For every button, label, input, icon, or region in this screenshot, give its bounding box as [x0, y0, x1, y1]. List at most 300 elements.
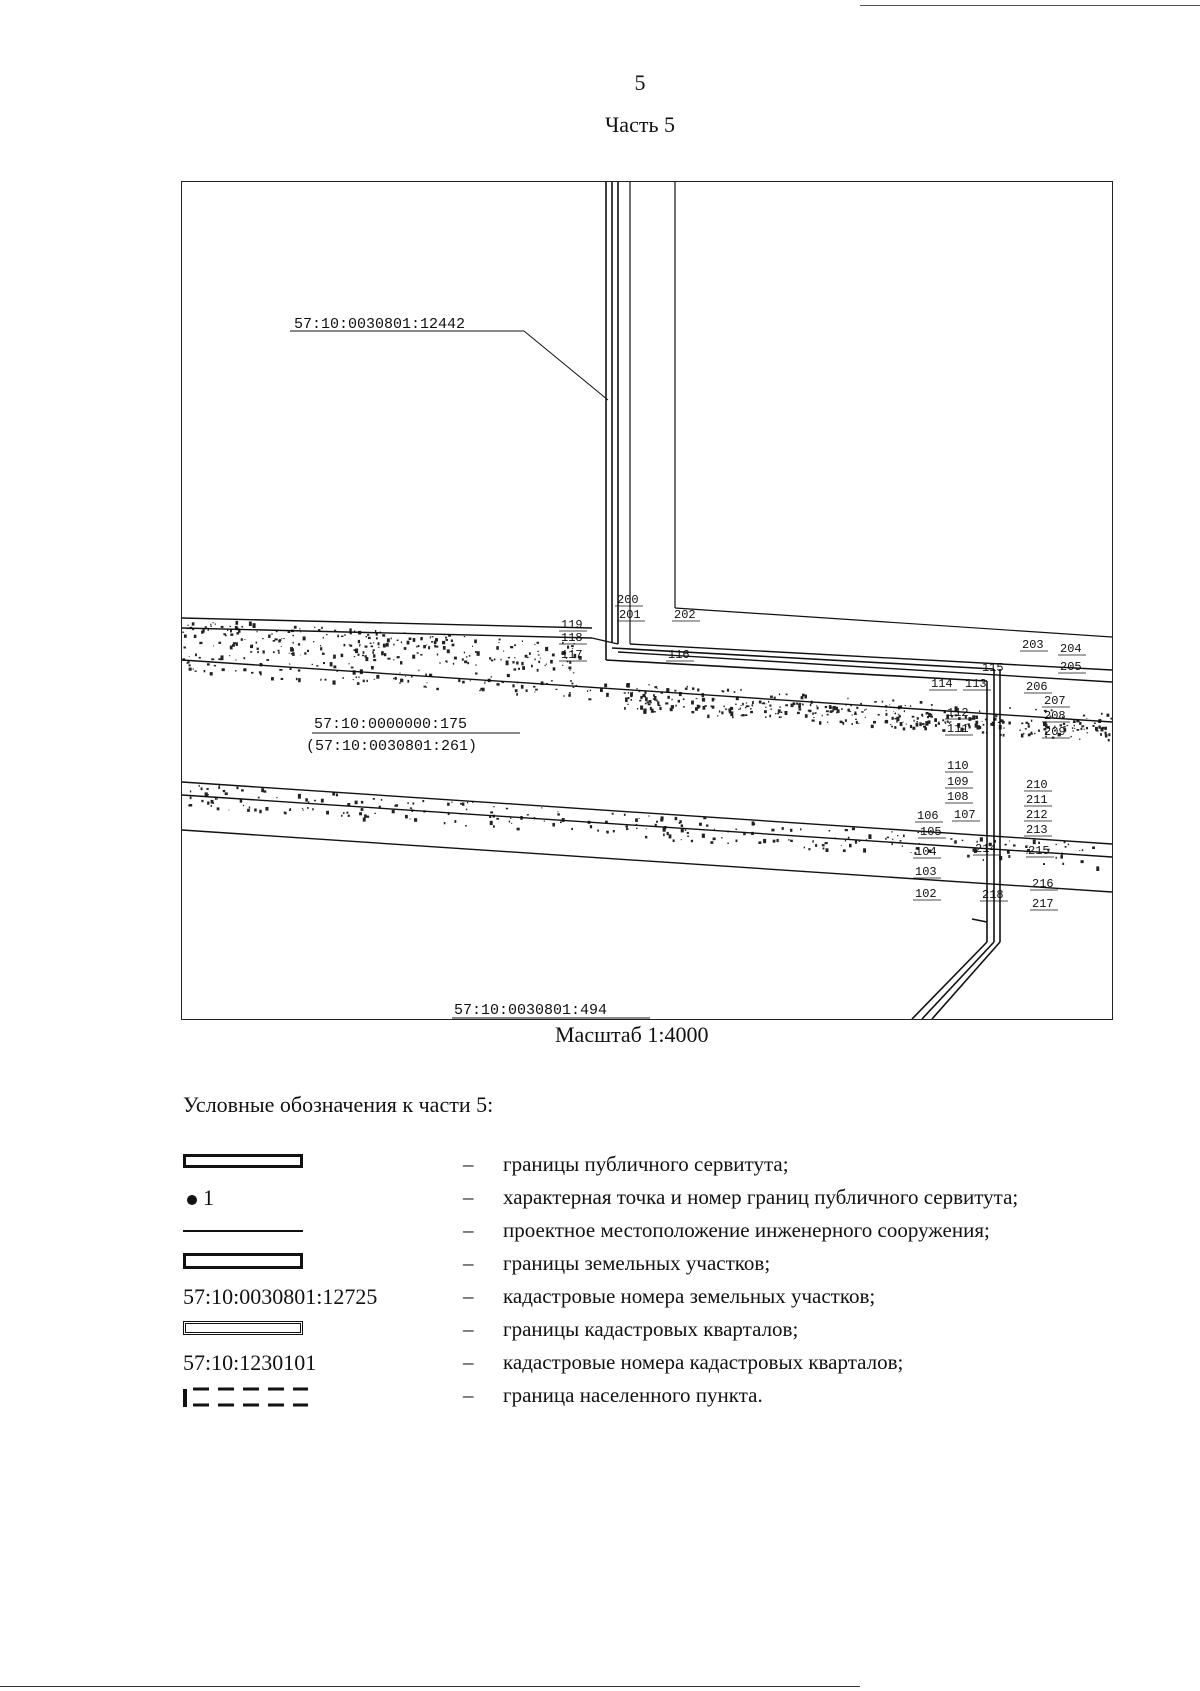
speckle: [871, 725, 874, 728]
speckle: [303, 637, 306, 641]
speckle: [895, 718, 897, 720]
speckle: [640, 696, 642, 699]
speckle: [447, 649, 450, 653]
speckle: [521, 685, 524, 689]
speckle: [420, 637, 423, 640]
speckle: [454, 820, 456, 823]
speckle: [764, 710, 767, 713]
speckle: [885, 715, 887, 716]
speckle: [1086, 718, 1087, 719]
speckle: [1084, 729, 1085, 730]
speckle: [804, 847, 805, 849]
speckle: [785, 711, 788, 715]
speckle: [891, 726, 893, 728]
speckle: [727, 843, 728, 845]
speckle: [722, 690, 724, 692]
speckle: [934, 718, 937, 722]
speckle: [378, 642, 380, 645]
speckle: [822, 715, 823, 717]
speckle: [1082, 849, 1083, 851]
speckle: [443, 646, 446, 650]
speckle: [500, 659, 501, 661]
speckle: [407, 680, 409, 683]
point-label: 116: [668, 648, 690, 662]
speckle: [590, 690, 591, 692]
speckle: [496, 818, 499, 820]
legend-text: характерная точка и номер границ публичного сервитута;: [503, 1185, 1019, 1209]
speckle: [742, 714, 745, 716]
speckle: [812, 841, 813, 843]
speckle: [446, 639, 449, 641]
speckle: [854, 713, 857, 715]
speckle: [371, 646, 374, 648]
speckle: [639, 700, 641, 702]
speckle: [982, 731, 984, 733]
speckle: [407, 641, 410, 645]
speckle: [750, 711, 753, 713]
speckle: [768, 701, 769, 703]
speckle: [1100, 733, 1102, 736]
speckle: [512, 684, 514, 687]
speckle: [1035, 709, 1037, 710]
speckle: [679, 700, 680, 701]
speckle: [1009, 707, 1011, 709]
speckle: [538, 661, 540, 663]
speckle: [259, 671, 262, 673]
speckle: [725, 709, 727, 710]
speckle: [1067, 725, 1069, 726]
speckle: [249, 622, 252, 627]
speckle: [373, 642, 374, 643]
speckle: [416, 646, 417, 648]
speckle: [399, 673, 400, 674]
speckle: [469, 655, 471, 657]
speckle: [428, 646, 430, 649]
point-label: 214: [975, 842, 997, 856]
speckle: [249, 807, 250, 809]
speckle: [213, 646, 214, 647]
speckle: [256, 642, 258, 644]
speckle: [1077, 729, 1080, 731]
speckle: [218, 786, 220, 789]
speckle: [373, 798, 375, 800]
speckle: [298, 678, 301, 682]
speckle: [201, 800, 203, 802]
speckle: [1081, 860, 1084, 863]
speckle: [445, 637, 447, 639]
legend-text: границы публичного сервитута;: [503, 1152, 789, 1176]
speckle: [626, 828, 628, 830]
speckle: [426, 645, 427, 646]
speckle: [347, 812, 349, 814]
speckle: [976, 716, 979, 720]
point-label: 208: [1044, 709, 1066, 723]
speckle: [333, 680, 336, 684]
speckle: [529, 652, 531, 655]
speckle: [490, 811, 493, 813]
speckle: [494, 658, 495, 660]
speckle: [337, 635, 339, 638]
speckle: [848, 837, 850, 839]
speckle: [687, 836, 689, 837]
legend-dash: –: [463, 1383, 474, 1407]
speckle: [221, 655, 224, 660]
speckle: [745, 707, 747, 708]
speckle: [349, 644, 351, 645]
speckle: [343, 812, 344, 814]
speckle: [758, 841, 761, 844]
speckle: [540, 658, 541, 659]
speckle: [271, 677, 274, 680]
speckle: [211, 658, 214, 660]
speckle: [900, 725, 902, 726]
speckle: [636, 828, 637, 830]
speckle: [341, 815, 342, 817]
speckle: [669, 834, 672, 838]
legend-text: проектное местоположение инженерного сооружения;: [503, 1218, 990, 1242]
speckle: [255, 809, 256, 810]
speckle: [765, 707, 767, 708]
speckle: [1096, 866, 1099, 871]
speckle: [730, 711, 733, 716]
speckle: [702, 698, 705, 702]
speckle: [752, 704, 754, 706]
speckle: [358, 654, 360, 656]
speckle: [825, 842, 828, 844]
speckle: [496, 646, 499, 650]
speckle: [769, 715, 771, 718]
speckle: [1098, 726, 1100, 729]
speckle: [1102, 727, 1105, 729]
speckle: [691, 701, 694, 705]
speckle: [753, 701, 754, 702]
speckle: [271, 633, 272, 634]
speckle: [490, 821, 493, 825]
speckle: [903, 835, 905, 838]
speckle: [856, 707, 858, 709]
speckle: [229, 626, 231, 627]
speckle: [307, 807, 309, 809]
speckle: [313, 641, 314, 642]
speckle: [680, 820, 682, 823]
speckle: [527, 814, 529, 815]
speckle: [895, 713, 896, 715]
speckle: [738, 709, 739, 710]
speckle: [823, 848, 825, 850]
speckle: [217, 807, 220, 810]
speckle: [1107, 714, 1110, 717]
speckle: [526, 689, 528, 692]
speckle: [626, 684, 629, 688]
speckle: [1081, 725, 1084, 727]
speckle: [626, 826, 628, 828]
point-label: 209: [1044, 725, 1066, 739]
speckle: [373, 659, 376, 661]
speckle: [942, 729, 945, 732]
point-label: 119: [561, 618, 583, 632]
speckle: [865, 709, 867, 710]
speckle: [713, 838, 716, 841]
speckle: [400, 679, 403, 683]
speckle: [707, 715, 709, 719]
speckle: [470, 680, 472, 681]
point-label: 102: [915, 887, 937, 901]
speckle: [571, 828, 573, 830]
speckle: [430, 636, 431, 637]
speckle: [387, 658, 390, 660]
speckle: [230, 646, 233, 650]
legend-text: кадастровые номера кадастровых кварталов;: [503, 1350, 904, 1374]
speckle: [376, 637, 378, 639]
speckle: [476, 664, 477, 666]
speckle: [537, 651, 539, 652]
speckle: [819, 721, 821, 725]
speckle: [454, 657, 457, 660]
speckle: [563, 695, 564, 696]
speckle: [798, 704, 801, 708]
speckle: [917, 721, 919, 722]
speckle: [868, 834, 871, 839]
speckle: [261, 788, 264, 792]
speckle: [892, 843, 893, 845]
speckle: [444, 822, 446, 824]
speckle: [826, 848, 829, 852]
speckle: [544, 821, 545, 822]
speckle: [1101, 713, 1103, 715]
speckle: [363, 818, 366, 822]
part-title: Часть 5: [605, 112, 675, 137]
speckle: [717, 715, 718, 716]
speckle: [378, 647, 379, 648]
speckle: [1073, 720, 1076, 723]
legend-row-parcels: [183, 1247, 1083, 1280]
speckle: [1043, 863, 1045, 865]
speckle: [1079, 722, 1081, 725]
speckle: [279, 669, 282, 671]
legend-quarter-code: 57:10:1230101: [183, 1350, 317, 1375]
speckle: [442, 641, 445, 644]
speckle: [657, 701, 659, 704]
speckle: [427, 682, 428, 683]
speckle: [663, 834, 665, 837]
speckle: [351, 667, 354, 669]
speckle: [903, 727, 906, 730]
speckle: [766, 704, 767, 705]
speckle: [259, 810, 261, 814]
speckle: [1025, 728, 1027, 729]
speckle: [204, 670, 206, 672]
speckle: [273, 651, 275, 653]
speckle: [397, 640, 399, 642]
speckle: [236, 632, 239, 634]
speckle: [571, 645, 574, 647]
speckle: [409, 638, 412, 641]
speckle: [498, 642, 499, 643]
speckle: [236, 642, 238, 646]
speckle: [817, 707, 819, 710]
cadastral-map: [181, 181, 1113, 1020]
speckle: [913, 720, 914, 722]
speckle: [1028, 723, 1030, 725]
point-dot-icon: [187, 1195, 197, 1205]
speckle: [192, 622, 195, 625]
speckle: [710, 841, 713, 844]
speckle: [451, 802, 452, 803]
speckle: [387, 638, 390, 642]
speckle: [624, 692, 626, 693]
speckle: [436, 688, 439, 690]
speckle: [923, 726, 926, 728]
point-label: 213: [1026, 823, 1048, 837]
speckle: [293, 642, 294, 644]
speckle: [931, 714, 932, 716]
speckle: [228, 810, 229, 811]
speckle: [687, 686, 688, 688]
speckle: [366, 657, 368, 659]
speckle: [660, 819, 663, 822]
speckle: [572, 683, 574, 685]
speckle: [266, 659, 269, 661]
speckle: [983, 859, 984, 861]
speckle: [418, 670, 419, 672]
speckle: [341, 636, 343, 637]
speckle: [316, 665, 318, 667]
speckle: [208, 794, 209, 795]
speckle: [506, 661, 509, 666]
speckle: [484, 682, 485, 684]
speckle: [1094, 723, 1096, 725]
speckle: [735, 829, 737, 830]
speckle: [812, 720, 815, 722]
speckle: [779, 694, 780, 696]
speckle: [517, 828, 520, 831]
speckle: [202, 629, 204, 632]
speckle: [845, 840, 846, 842]
speckle: [518, 668, 520, 670]
speckle: [691, 840, 693, 842]
speckle: [263, 650, 265, 653]
speckle: [651, 702, 652, 703]
speckle: [531, 665, 533, 668]
speckle: [833, 706, 836, 710]
speckle: [587, 690, 588, 692]
speckle: [304, 652, 306, 654]
speckle: [816, 705, 817, 706]
speckle: [938, 723, 940, 725]
speckle: [1034, 733, 1035, 734]
speckle: [802, 704, 804, 706]
point-label: 202: [674, 608, 696, 622]
speckle: [865, 717, 866, 718]
speckle: [384, 653, 386, 656]
speckle: [467, 662, 469, 664]
speckle: [462, 658, 464, 660]
speckle: [511, 823, 512, 824]
speckle: [393, 678, 394, 680]
speckle: [189, 656, 190, 657]
legend-row-point: [183, 1181, 1083, 1214]
speckle: [208, 629, 210, 630]
speckle: [422, 800, 424, 802]
speckle: [822, 844, 825, 846]
speckle: [732, 716, 734, 718]
speckle: [381, 799, 382, 801]
speckle: [213, 802, 214, 804]
speckle: [391, 638, 392, 640]
speckle: [892, 717, 894, 720]
speckle: [1108, 733, 1110, 736]
point-label: 212: [1026, 808, 1048, 822]
speckle: [298, 669, 300, 671]
speckle: [910, 725, 912, 728]
speckle: [845, 719, 847, 722]
speckle: [568, 667, 571, 670]
speckle: [557, 813, 559, 815]
speckle: [648, 816, 649, 817]
speckle: [562, 665, 563, 666]
speckle: [475, 673, 478, 675]
speckle: [556, 689, 558, 690]
speckle: [187, 625, 188, 626]
speckle: [938, 722, 940, 723]
speckle: [386, 643, 389, 647]
speckle: [236, 621, 239, 625]
speckle: [465, 825, 467, 826]
speckle: [639, 818, 640, 819]
speckle: [395, 677, 397, 680]
speckle: [366, 636, 368, 638]
speckle: [326, 811, 329, 815]
speckle: [184, 647, 186, 649]
speckle: [781, 712, 782, 714]
speckle: [654, 696, 657, 699]
speckle: [1074, 725, 1075, 727]
speckle: [630, 696, 632, 697]
legend-dash: –: [463, 1218, 474, 1242]
speckle: [845, 829, 848, 831]
speckle: [290, 668, 292, 670]
label-leader-diag: [524, 331, 608, 400]
speckle: [223, 633, 226, 635]
speckle: [1031, 732, 1033, 734]
speckle: [395, 804, 398, 806]
point-label: 217: [1032, 897, 1054, 911]
legend-text: границы кадастровых кварталов;: [503, 1317, 799, 1341]
point-label: 103: [915, 865, 937, 879]
legend-symbol-line: [183, 1214, 453, 1232]
speckle: [885, 720, 888, 723]
speckle: [698, 705, 701, 707]
speckle: [472, 802, 473, 803]
speckle: [889, 704, 890, 705]
speckle: [1086, 732, 1088, 733]
speckle: [692, 688, 693, 690]
point-label: 108: [947, 790, 969, 804]
speckle: [302, 808, 303, 809]
speckle: [1003, 734, 1005, 737]
speckle: [401, 641, 402, 643]
speckle: [734, 691, 736, 693]
speckle: [521, 662, 523, 665]
speckle: [552, 654, 555, 657]
speckle: [697, 689, 699, 692]
speckle: [1108, 739, 1110, 742]
speckle: [983, 724, 985, 726]
speckle: [410, 807, 412, 809]
speckle: [1060, 855, 1063, 859]
speckle: [745, 714, 748, 716]
point-label: 118: [561, 631, 583, 645]
